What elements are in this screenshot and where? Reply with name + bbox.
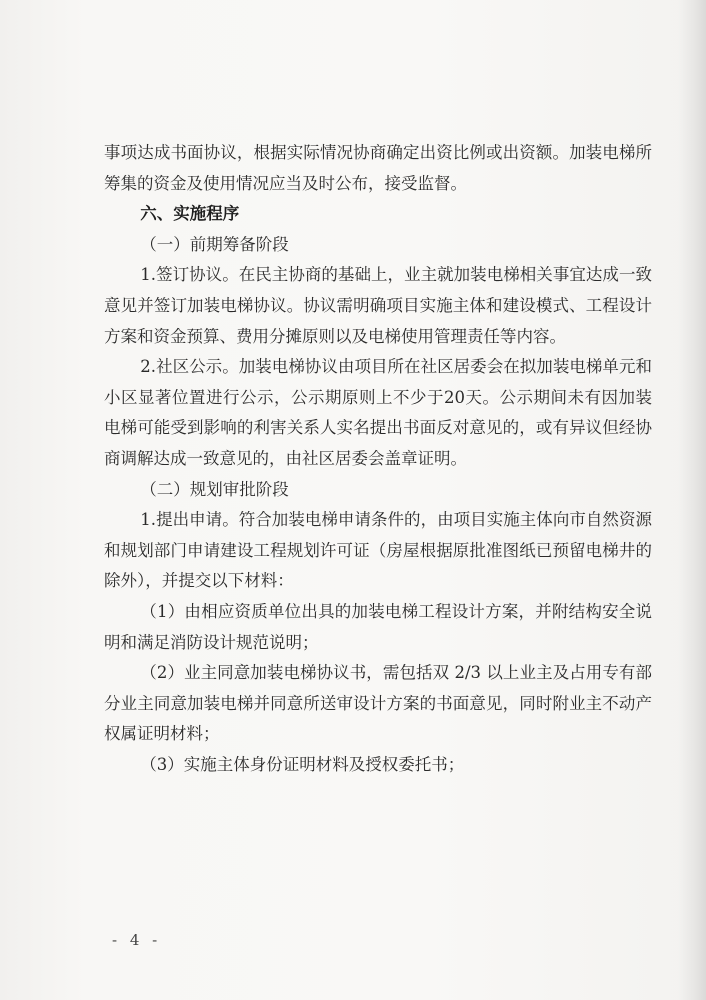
stage1-heading: （一）前期筹备阶段: [140, 234, 289, 254]
stage2-item1-paragraph: 1.提出申请。符合加装电梯申请条件的，由项目实施主体向市自然资源和规划部门申请建设工程规划许可证（房屋根据原批准图纸已预留电梯井的除外），并提交以下材料：: [104, 510, 652, 591]
material1-paragraph: （1）由相应资质单位出具的加装电梯工程设计方案，并附结构安全说明和满足消防设计规范说明；: [104, 601, 652, 652]
stage2-heading: （二）规划审批阶段: [140, 479, 289, 499]
document-body: [104, 138, 652, 780]
continuation-paragraph: 事项达成书面协议，根据实际情况协商确定出资比例或出资额。加装电梯所筹集的资金及使用情况应当及时公布，接受监督。: [104, 143, 652, 193]
material2-paragraph: （2）业主同意加装电梯协议书，需包括双 2/3 以上业主及占用专有部分业主同意加装电梯并同意所送审设计方案的书面意见，同时附业主不动产权属证明材料；: [104, 663, 652, 744]
material3-paragraph: （3）实施主体身份证明材料及授权委托书；: [140, 754, 465, 774]
section-heading: 六、实施程序: [140, 204, 240, 224]
stage1-item1-paragraph: 1.签订协议。在民主协商的基础上，业主就加装电梯相关事宜达成一致意见并签订加装电梯协议。协议需明确项目实施主体和建设模式、工程设计方案和资金预算、费用分摊原则以及电梯使用管理责任等内容。: [104, 265, 652, 346]
page-edge-shadow: [678, 0, 706, 1000]
page-number: - 4 -: [112, 931, 162, 949]
stage1-item2-paragraph: 2.社区公示。加装电梯协议由项目所在社区居委会在拟加装电梯单元和小区显著位置进行公示，公示期原则上不少于20天。公示期间未有因加装电梯可能受到影响的利害关系人实名提出书面反对意见的，或有异议但经协商调解达成一致意见的，由社区居委会盖章证明。: [104, 357, 652, 468]
